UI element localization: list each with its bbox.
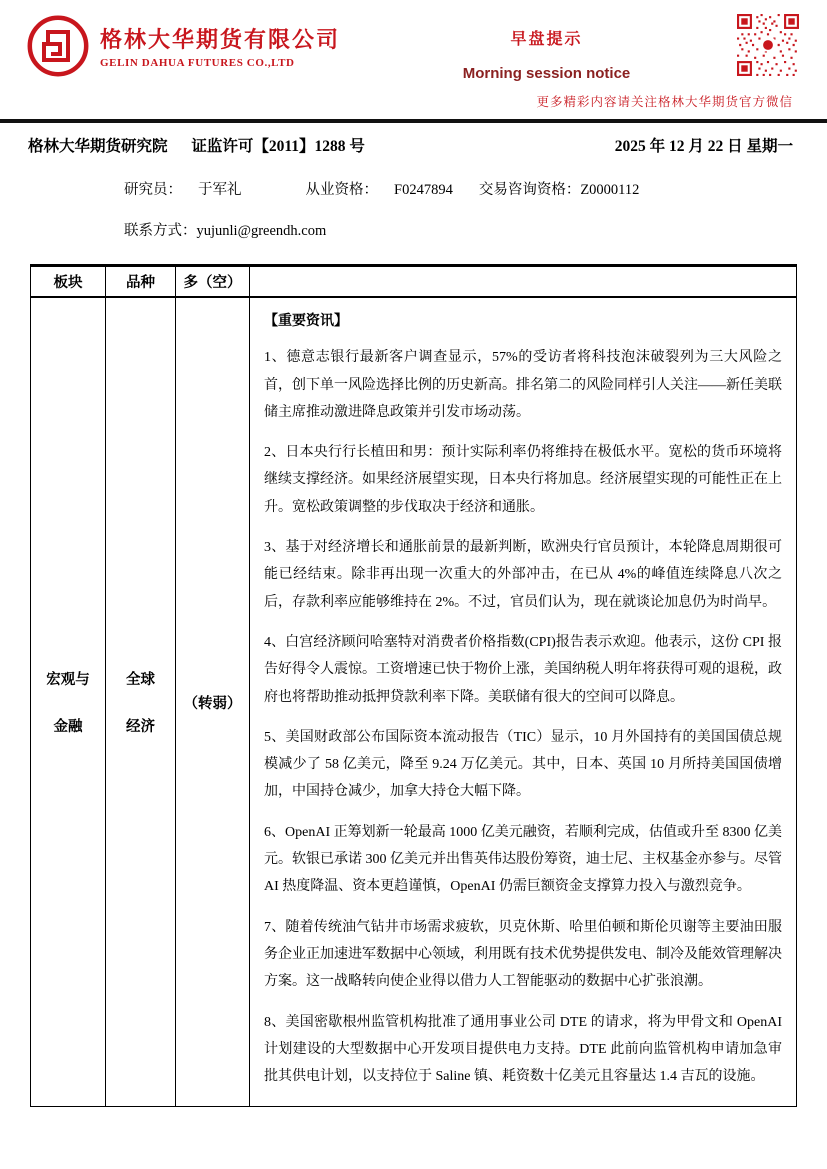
researcher-block: [0, 178, 827, 240]
company-brand: [26, 14, 356, 78]
news-item-6: 6、OpenAI 正筹划新一轮最高 1000 亿美元融资，若顺利完成，估值或升至 8300 亿美元。软银已承诺 300 亿美元并出售英伟达股份筹资，迪士尼、主权基金亦参与。尽管 AI 热度降温、资本更趋谨慎，OpenAI 仍需巨额资金支撑算力投入与激烈竞争。: [264, 824, 782, 895]
header-content: [250, 266, 797, 298]
report-date: 2025 年 12 月 22 日 星期一: [614, 138, 793, 155]
wechat-note: 更多精彩内容请关注格林大华期货官方微信: [536, 95, 793, 109]
header-position: 多（空）: [176, 266, 250, 298]
news-item-1: 1、德意志银行最新客户调查显示，57%的受访者将科技泡沫破裂列为三大风险之首，创下单一风险选择比例的历史新高。排名第二的风险同样引人关注——新任美联储主席推动激进降息政策并引发市场动荡。: [264, 350, 782, 420]
researcher-name: 于军礼: [198, 182, 242, 198]
institute-name: 格林大华期货研究院: [28, 138, 168, 155]
researcher-label: 研究员：: [124, 182, 182, 198]
variety-line-1: 全球: [126, 672, 155, 689]
contact-email: yujunli@greendh.com: [196, 223, 327, 239]
news-item-7: 7、随着传统油气钻井市场需求疲软，贝克休斯、哈里伯顿和斯伦贝谢等主要油田服务企业正加速进军数据中心领域，利用既有技术优势提供发电、制冷及能效管理解决方案。这一战略转向使企业得以借力人工智能驱动的数据中心扩张浪潮。: [264, 919, 782, 990]
report-table: [30, 264, 797, 1107]
company-seal-icon: [26, 14, 90, 78]
institute-license: [28, 134, 365, 156]
contact-line: [124, 219, 827, 240]
company-name-en: GELIN DAHUA FUTURES CO.,LTD: [100, 57, 295, 69]
header-variety: 品种: [106, 266, 176, 298]
cell-sector: [31, 297, 106, 1107]
news-item-4: 4、白宫经济顾问哈塞特对消费者价格指数(CPI)报告表示欢迎。他表示，这份 CPI 报告好得令人震惊。工资增速已快于物价上涨，美国纳税人明年将获得可观的退税，政府也将帮助推动抵押贷款利率下降。美联储有很大的空间可以降息。: [264, 634, 782, 705]
advisory-number: Z0000112: [580, 182, 640, 198]
news-item-8: 8、美国密歇根州监管机构批准了通用事业公司 DTE 的请求，将为甲骨文和 OpenAI 计划建设的大型数据中心开发项目提供电力支持。DTE 此前向监管机构申请加急审批其供电计划，以支持位于 Saline 镇、耗资数十亿美元且容量达 1.4 吉瓦的设施。: [264, 1014, 782, 1085]
table-row: [31, 297, 797, 1107]
qualification-label: 从业资格：: [305, 182, 378, 198]
company-name-block: [100, 23, 340, 69]
advisory-label: 交易咨询资格：: [478, 182, 581, 198]
company-name-cn: 格林大华期货有限公司: [100, 27, 341, 52]
sector-line-2: 金融: [53, 719, 83, 736]
header-sector: 板块: [31, 266, 106, 298]
researcher-line: [124, 178, 827, 199]
variety-line-2: 经济: [126, 719, 155, 736]
news-item-5: 5、美国财政部公布国际资本流动报告（TIC）显示，10 月外国持有的美国国债总规模减少了 58 亿美元，降至 9.24 万亿美元。其中，日本、英国 10 月所持美国国债增加，中国持仓减少，加拿大持仓大幅下降。: [264, 729, 782, 800]
info-row: [0, 123, 827, 156]
sector-line-1: 宏观与: [46, 672, 90, 689]
news-item-3: 3、基于对经济增长和通胀前景的最新判断，欧洲央行官员预计，本轮降息周期很可能已经结束。除非再出现一次重大的外部冲击，在已从 4%的峰值连续降息八次之后，存款利率应能够维持在 2%。不过，官员们认为，现在就谈论加息仍为时尚早。: [264, 540, 782, 610]
report-title-block: [356, 14, 737, 82]
report-title-cn: 早盘提示: [510, 31, 583, 48]
table-header-row: [31, 266, 797, 298]
section-title: 【重要资讯】: [264, 314, 348, 329]
cell-content: [250, 297, 797, 1107]
qr-code-icon: [737, 14, 801, 76]
report-title-en: Morning session notice: [462, 65, 631, 82]
license-number: 证监许可【2011】1288 号: [191, 138, 365, 155]
report-banner: [0, 10, 827, 82]
news-item-2: 2、日本央行行长植田和男：预计实际利率仍将维持在极低水平。宽松的货币环境将继续支撑经济。如果经济展望实现，日本央行将加息。经济展望实现的可能性正在上升。宽松政策调整的步伐取决于经济和通胀。: [264, 445, 782, 515]
qualification-number: F0247894: [394, 182, 453, 198]
contact-label: 联系方式：: [124, 223, 197, 239]
cell-position: （转弱）: [176, 297, 250, 1107]
cell-variety: [106, 297, 176, 1107]
